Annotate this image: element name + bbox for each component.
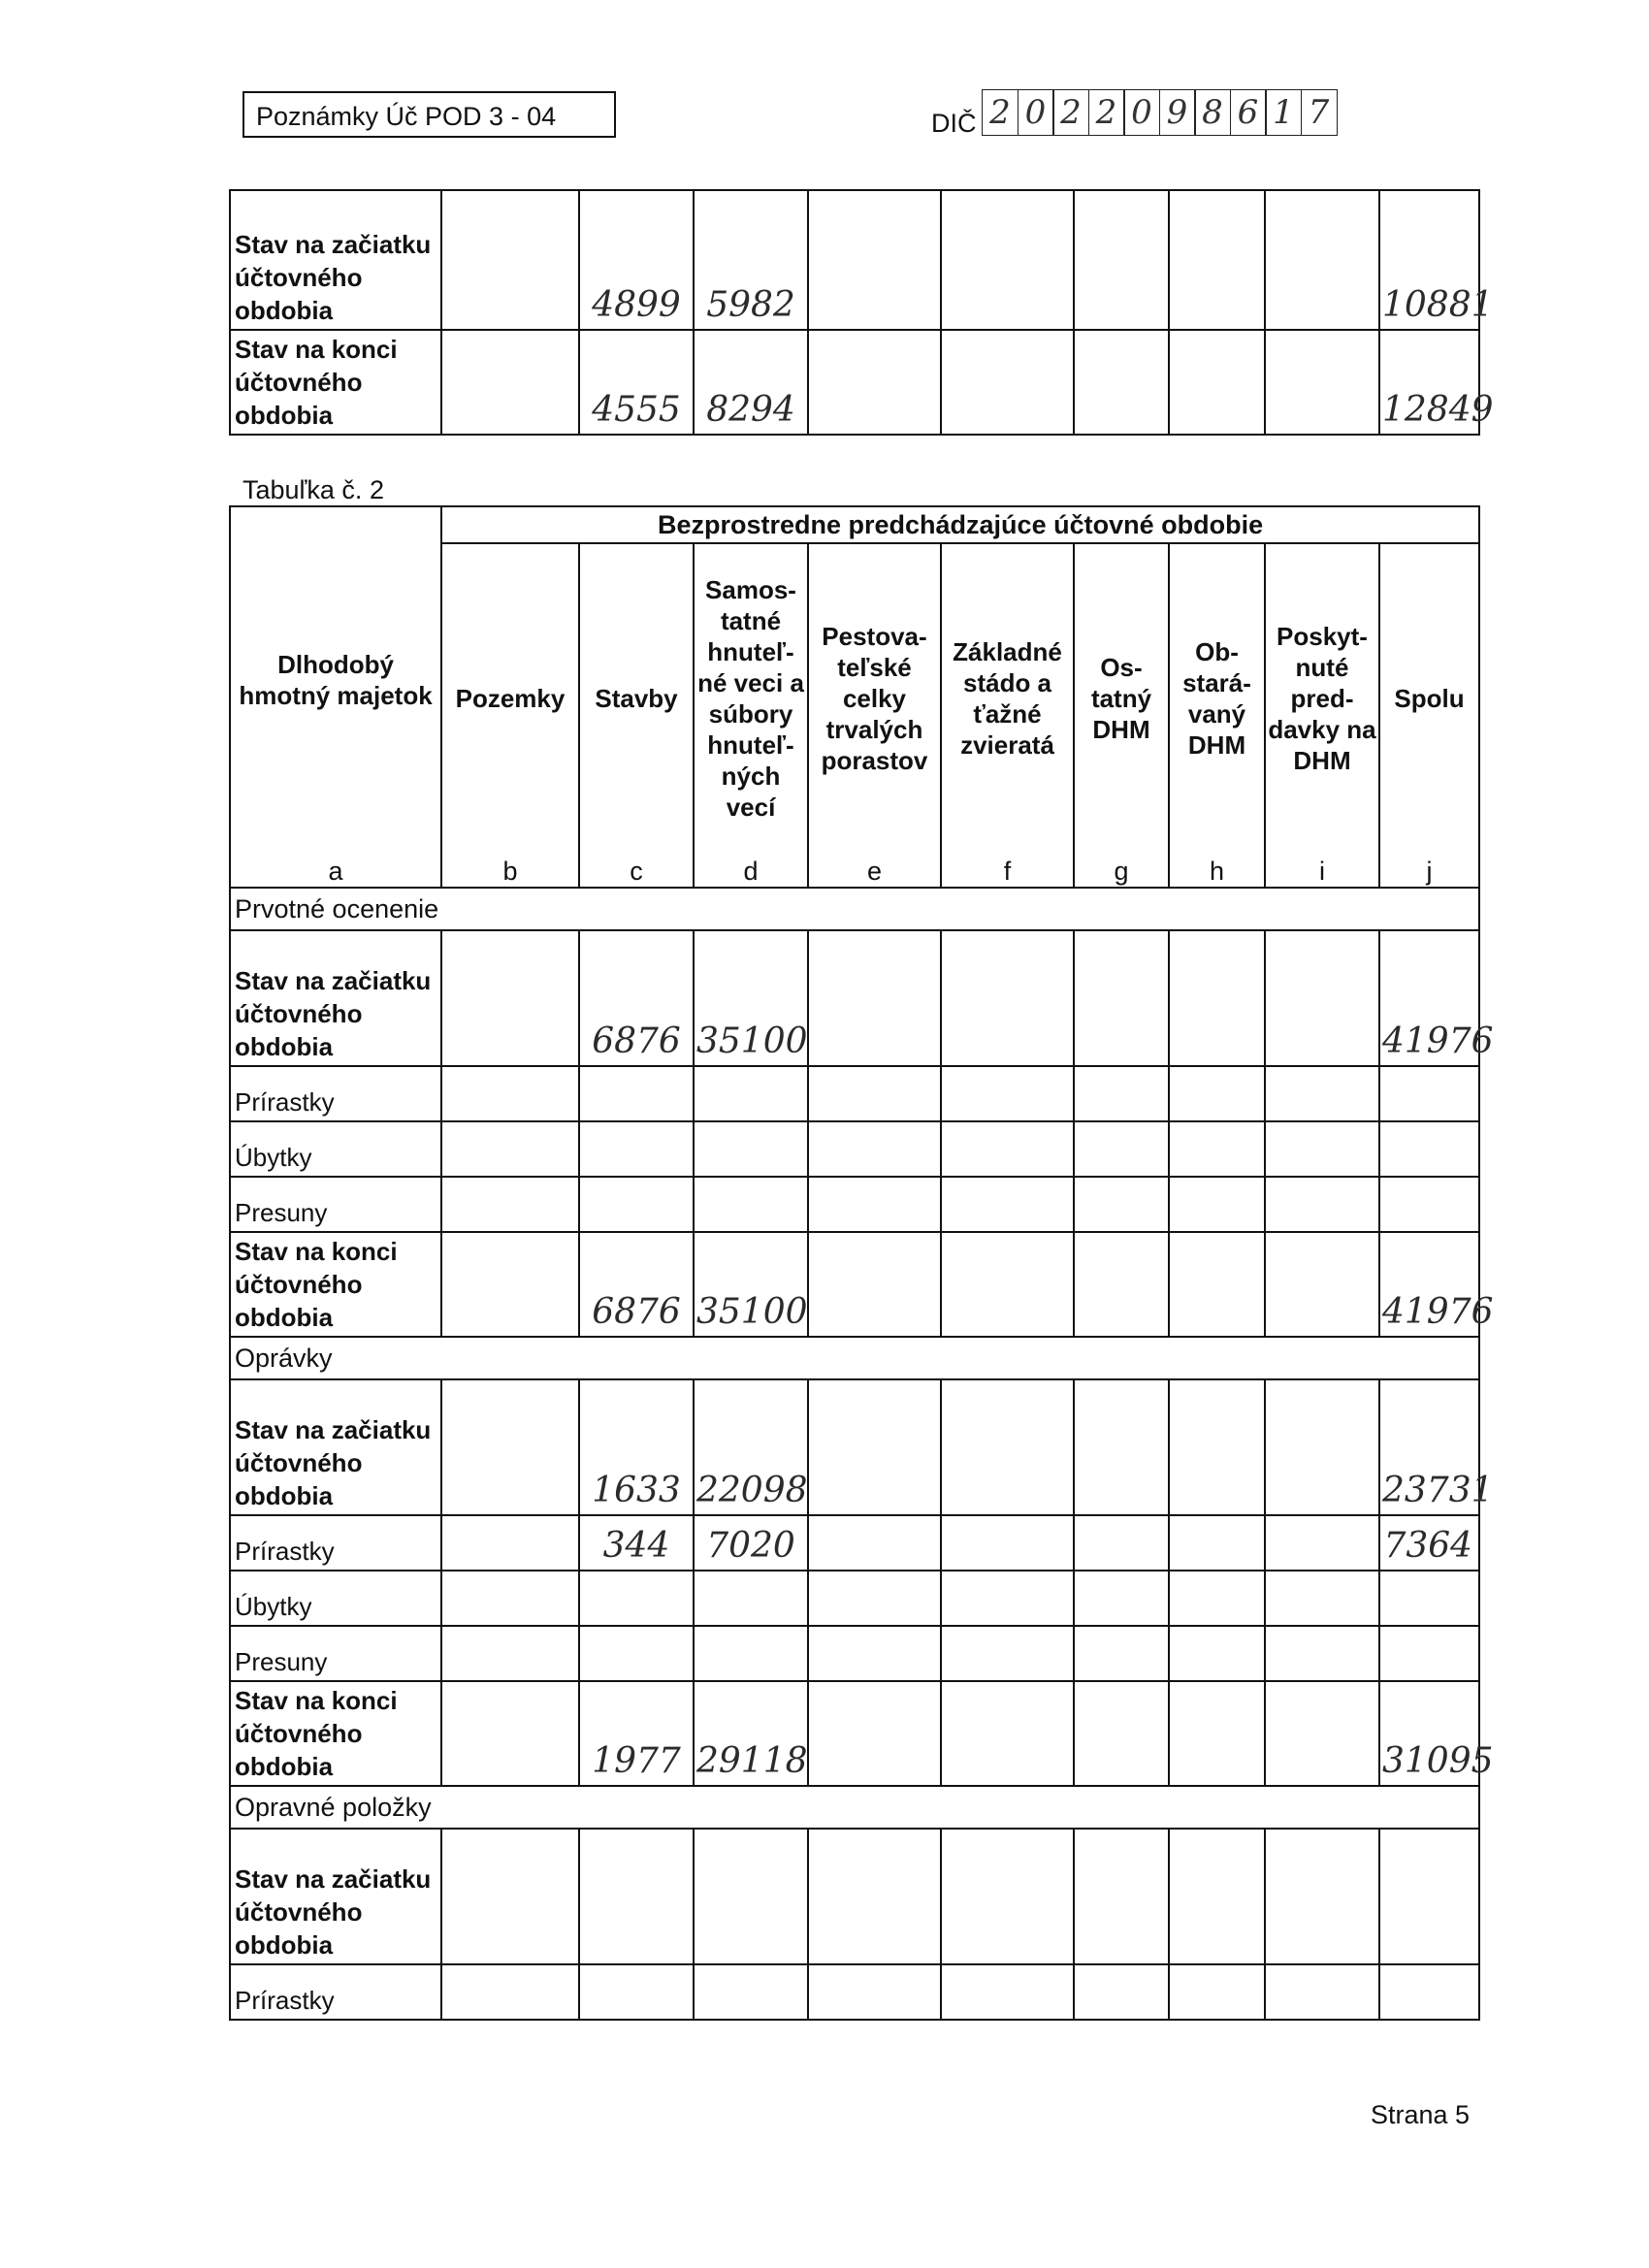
dic-digit-box: 2 <box>1052 89 1089 136</box>
cell-d: 7020 <box>694 1515 808 1571</box>
column-header-i: Poskyt-nuté pred-davky na DHM <box>1265 543 1379 852</box>
cell-c: 4555 <box>579 330 694 435</box>
row-label: Stav na konci účtovného obdobia <box>230 1681 441 1786</box>
cell-h <box>1169 1571 1265 1626</box>
cell-f <box>941 190 1074 330</box>
cell-b <box>441 1066 579 1121</box>
dic-digit-box: 1 <box>1265 89 1302 136</box>
table-row <box>230 190 1479 330</box>
cell-c <box>579 1066 694 1121</box>
cell-i <box>1265 1232 1379 1337</box>
cell-c <box>579 1121 694 1177</box>
row-label: Stav na začiatku účtovného obdobia <box>230 930 441 1066</box>
long-term-tangible-assets-table <box>229 505 1494 2021</box>
cell-g <box>1074 1177 1169 1232</box>
column-letter-b: b <box>441 852 579 888</box>
cell-d <box>694 1121 808 1177</box>
cell-f <box>941 330 1074 435</box>
cell-i <box>1265 1681 1379 1786</box>
cell-i <box>1265 1515 1379 1571</box>
cell-e <box>808 1626 941 1681</box>
cell-e <box>808 930 941 1066</box>
cell-f <box>941 1232 1074 1337</box>
cell-g <box>1074 1626 1169 1681</box>
table-row <box>230 1829 1479 1964</box>
section-title: Prvotné ocenenie <box>230 888 1479 930</box>
cell-g <box>1074 1121 1169 1177</box>
cell-i <box>1265 1571 1379 1626</box>
column-header-c: Stavby <box>579 543 694 852</box>
cell-j <box>1379 1177 1479 1232</box>
cell-f <box>941 1829 1074 1964</box>
cell-d: 35100 <box>694 1232 808 1337</box>
column-header-h: Ob-stará-vaný DHM <box>1169 543 1265 852</box>
cell-f <box>941 1177 1074 1232</box>
cell-d: 8294 <box>694 330 808 435</box>
cell-h <box>1169 1626 1265 1681</box>
dic-digit-box: 0 <box>1123 89 1160 136</box>
dic-digit-box: 6 <box>1230 89 1267 136</box>
row-label: Presuny <box>230 1626 441 1681</box>
cell-b <box>441 1177 579 1232</box>
cell-i <box>1265 190 1379 330</box>
cell-e <box>808 1232 941 1337</box>
cell-c <box>579 1177 694 1232</box>
table-row <box>230 1379 1479 1515</box>
cell-h <box>1169 1515 1265 1571</box>
cell-f <box>941 1571 1074 1626</box>
cell-c: 1633 <box>579 1379 694 1515</box>
row-label: Úbytky <box>230 1121 441 1177</box>
cell-e <box>808 1571 941 1626</box>
dic-digit-box: 9 <box>1159 89 1196 136</box>
cell-i <box>1265 1379 1379 1515</box>
cell-g <box>1074 1066 1169 1121</box>
row-label: Stav na konci účtovného obdobia <box>230 1232 441 1337</box>
cell-d: 29118 <box>694 1681 808 1786</box>
cell-b <box>441 1681 579 1786</box>
cell-b <box>441 330 579 435</box>
column-header-b: Pozemky <box>441 543 579 852</box>
cell-h <box>1169 330 1265 435</box>
cell-b <box>441 1232 579 1337</box>
row-label: Stav na konci účtovného obdobia <box>230 330 441 435</box>
column-letter-row <box>230 852 1479 888</box>
dic-label: DIČ <box>931 109 977 138</box>
cell-b <box>441 190 579 330</box>
cell-g <box>1074 1515 1169 1571</box>
column-letter-j: j <box>1379 852 1479 888</box>
table-row <box>230 330 1479 435</box>
cell-d <box>694 1177 808 1232</box>
cell-b <box>441 1515 579 1571</box>
cell-f <box>941 1626 1074 1681</box>
dic-digit-box: 0 <box>1018 89 1054 136</box>
cell-b <box>441 1964 579 2020</box>
section-title: Oprávky <box>230 1337 1479 1379</box>
column-header-g: Os-tatný DHM <box>1074 543 1169 852</box>
cell-h <box>1169 1232 1265 1337</box>
cell-j <box>1379 1121 1479 1177</box>
cell-j: 7364 <box>1379 1515 1479 1571</box>
cell-h <box>1169 1121 1265 1177</box>
cell-f <box>941 1121 1074 1177</box>
cell-j <box>1379 1829 1479 1964</box>
column-header-e: Pestova-teľské celky trvalých porastov <box>808 543 941 852</box>
cell-f <box>941 1964 1074 2020</box>
cell-c: 1977 <box>579 1681 694 1786</box>
cell-g <box>1074 1829 1169 1964</box>
cell-h <box>1169 1379 1265 1515</box>
cell-b <box>441 1121 579 1177</box>
table-row <box>230 1515 1479 1571</box>
continued-table <box>229 189 1494 436</box>
cell-j: 12849 <box>1379 330 1479 435</box>
cell-g <box>1074 190 1169 330</box>
cell-g <box>1074 1571 1169 1626</box>
cell-c: 4899 <box>579 190 694 330</box>
table-row <box>230 1066 1479 1121</box>
table-row <box>230 1681 1479 1786</box>
cell-j <box>1379 1626 1479 1681</box>
cell-h <box>1169 190 1265 330</box>
table-row <box>230 1121 1479 1177</box>
section-title: Opravné položky <box>230 1786 1479 1829</box>
table-row <box>230 1232 1479 1337</box>
cell-i <box>1265 930 1379 1066</box>
cell-i <box>1265 1121 1379 1177</box>
dic-digit-box: 8 <box>1194 89 1231 136</box>
dic-digit-box: 2 <box>1088 89 1125 136</box>
cell-j: 31095 <box>1379 1681 1479 1786</box>
cell-i <box>1265 330 1379 435</box>
column-header-a: Dlhodobý hmotný majetok <box>230 506 441 852</box>
form-code-label: Poznámky Úč POD 3 - 04 <box>256 102 557 131</box>
column-letter-i: i <box>1265 852 1379 888</box>
column-letter-d: d <box>694 852 808 888</box>
cell-g <box>1074 1681 1169 1786</box>
cell-j <box>1379 1571 1479 1626</box>
cell-e <box>808 190 941 330</box>
table-row <box>230 930 1479 1066</box>
cell-f <box>941 1515 1074 1571</box>
cell-f <box>941 1681 1074 1786</box>
cell-j: 10881 <box>1379 190 1479 330</box>
table-row <box>230 1571 1479 1626</box>
cell-g <box>1074 1964 1169 2020</box>
column-letter-c: c <box>579 852 694 888</box>
cell-e <box>808 330 941 435</box>
column-letter-a: a <box>230 852 441 888</box>
cell-e <box>808 1515 941 1571</box>
cell-j: 41976 <box>1379 1232 1479 1337</box>
cell-d: 5982 <box>694 190 808 330</box>
cell-g <box>1074 930 1169 1066</box>
table-row <box>230 1964 1479 2020</box>
cell-c: 6876 <box>579 1232 694 1337</box>
dic-digit-boxes <box>982 89 1338 136</box>
cell-h <box>1169 1177 1265 1232</box>
page-number: Strana 5 <box>1371 2100 1471 2129</box>
cell-d <box>694 1571 808 1626</box>
cell-j: 23731 <box>1379 1379 1479 1515</box>
form-code-box <box>242 91 616 138</box>
cell-e <box>808 1964 941 2020</box>
column-letter-h: h <box>1169 852 1265 888</box>
cell-j <box>1379 1066 1479 1121</box>
cell-c: 344 <box>579 1515 694 1571</box>
cell-e <box>808 1177 941 1232</box>
cell-d <box>694 1066 808 1121</box>
section-row <box>230 1786 1479 1829</box>
cell-h <box>1169 1681 1265 1786</box>
table-title: Tabuľka č. 2 <box>242 475 384 504</box>
cell-d: 22098 <box>694 1379 808 1515</box>
row-label: Presuny <box>230 1177 441 1232</box>
period-group-header: Bezprostredne predchádzajúce účtovné obdobie <box>441 506 1479 543</box>
column-header-f: Základné stádo a ťažné zvieratá <box>941 543 1074 852</box>
column-header-j: Spolu <box>1379 543 1479 852</box>
cell-d <box>694 1626 808 1681</box>
row-label: Úbytky <box>230 1571 441 1626</box>
section-row <box>230 888 1479 930</box>
row-label: Prírastky <box>230 1964 441 2020</box>
cell-e <box>808 1829 941 1964</box>
cell-e <box>808 1379 941 1515</box>
header-row-group <box>230 506 1479 543</box>
cell-i <box>1265 1964 1379 2020</box>
cell-i <box>1265 1626 1379 1681</box>
row-label: Stav na začiatku účtovného obdobia <box>230 190 441 330</box>
column-letter-g: g <box>1074 852 1169 888</box>
cell-f <box>941 1066 1074 1121</box>
cell-g <box>1074 330 1169 435</box>
cell-h <box>1169 1964 1265 2020</box>
cell-d <box>694 1829 808 1964</box>
dic-digit-box: 7 <box>1301 89 1338 136</box>
cell-h <box>1169 930 1265 1066</box>
cell-b <box>441 1379 579 1515</box>
cell-e <box>808 1066 941 1121</box>
row-label: Stav na začiatku účtovného obdobia <box>230 1829 441 1964</box>
cell-b <box>441 930 579 1066</box>
cell-c <box>579 1626 694 1681</box>
row-label: Prírastky <box>230 1515 441 1571</box>
cell-i <box>1265 1066 1379 1121</box>
cell-e <box>808 1121 941 1177</box>
cell-b <box>441 1571 579 1626</box>
table-row <box>230 1177 1479 1232</box>
cell-c: 6876 <box>579 930 694 1066</box>
section-row <box>230 1337 1479 1379</box>
cell-g <box>1074 1232 1169 1337</box>
dic-digit-box: 2 <box>982 89 1018 136</box>
column-header-d: Samos-tatné hnuteľ-né veci a súbory hnuteľ-ných vecí <box>694 543 808 852</box>
cell-c <box>579 1964 694 2020</box>
cell-c <box>579 1571 694 1626</box>
row-label: Stav na začiatku účtovného obdobia <box>230 1379 441 1515</box>
table-row <box>230 1626 1479 1681</box>
cell-b <box>441 1626 579 1681</box>
cell-i <box>1265 1829 1379 1964</box>
cell-f <box>941 930 1074 1066</box>
cell-e <box>808 1681 941 1786</box>
row-label: Prírastky <box>230 1066 441 1121</box>
cell-h <box>1169 1066 1265 1121</box>
cell-d: 35100 <box>694 930 808 1066</box>
cell-f <box>941 1379 1074 1515</box>
cell-h <box>1169 1829 1265 1964</box>
cell-g <box>1074 1379 1169 1515</box>
column-letter-e: e <box>808 852 941 888</box>
cell-i <box>1265 1177 1379 1232</box>
cell-c <box>579 1829 694 1964</box>
cell-b <box>441 1829 579 1964</box>
cell-j: 41976 <box>1379 930 1479 1066</box>
cell-j <box>1379 1964 1479 2020</box>
column-letter-f: f <box>941 852 1074 888</box>
cell-d <box>694 1964 808 2020</box>
